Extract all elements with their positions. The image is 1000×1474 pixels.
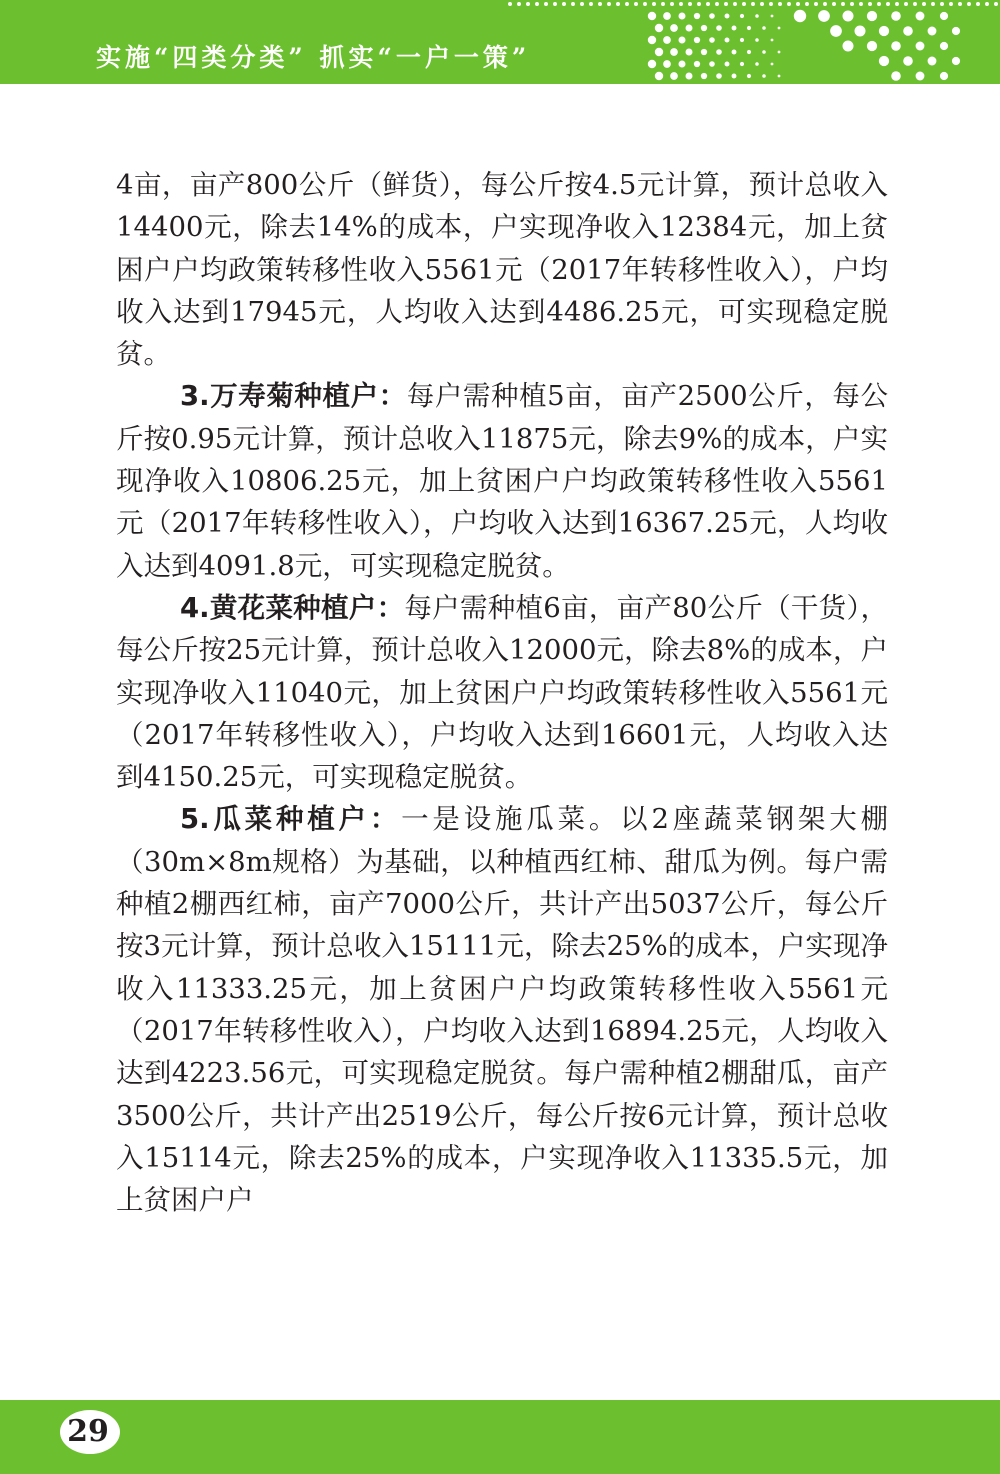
header-dot: [967, 2, 971, 6]
header-dot: [562, 2, 566, 6]
header-dot: [814, 2, 818, 6]
header-dot: [895, 2, 899, 6]
header-dot: [952, 57, 960, 65]
header-dot: [571, 2, 575, 6]
header-dot: [916, 42, 925, 51]
header-dot: [725, 62, 730, 67]
header-dot: [843, 41, 854, 52]
header-dot: [760, 2, 764, 6]
header-dot: [679, 13, 686, 20]
header-dot: [701, 73, 707, 79]
header-dot: [643, 2, 647, 6]
header-dot: [740, 38, 744, 42]
header-dot: [823, 2, 827, 6]
header-dot: [850, 2, 854, 6]
header-dot: [701, 49, 707, 55]
header-dot: [663, 12, 671, 20]
header-dot: [940, 42, 948, 50]
header-dot: [755, 14, 759, 18]
header-dot: [607, 2, 611, 6]
header-dot: [740, 14, 744, 18]
header-dot: [771, 15, 774, 18]
header-dot: [740, 62, 744, 66]
footer-bar: [0, 1400, 1000, 1474]
header-dot: [648, 12, 656, 20]
header-dot: [526, 2, 530, 6]
header-dot: [940, 72, 948, 80]
header-dot: [778, 2, 782, 6]
header-dot: [655, 48, 663, 56]
header-dot: [670, 48, 678, 56]
header-dot: [701, 25, 707, 31]
header-dot: [877, 2, 881, 6]
header-dot: [762, 26, 766, 30]
header-dot: [679, 61, 686, 68]
header-dot: [725, 14, 730, 19]
header-dot: [769, 2, 773, 6]
header-dot: [724, 2, 728, 6]
header-dot: [625, 2, 629, 6]
header-dot: [697, 2, 701, 6]
header-dot: [716, 73, 722, 79]
header-dot: [958, 2, 962, 6]
header-dot: [949, 2, 953, 6]
header-dot: [841, 2, 845, 6]
header-dot: [886, 2, 890, 6]
header-dot: [751, 2, 755, 6]
header-dot: [709, 61, 715, 67]
header-dot: [648, 60, 656, 68]
header-dot: [553, 2, 557, 6]
header-dot: [670, 2, 674, 6]
header-dot: [652, 2, 656, 6]
header-dot: [742, 2, 746, 6]
header-dot: [694, 13, 700, 19]
header-dot: [830, 25, 842, 37]
header-dot: [922, 2, 926, 6]
header-dot: [686, 25, 693, 32]
header-dot: [879, 26, 889, 36]
header-dot: [771, 63, 774, 66]
header-dot: [747, 26, 751, 30]
header-dot: [931, 2, 935, 6]
header-dot: [913, 2, 917, 6]
header-dot: [755, 62, 759, 66]
header-dot: [891, 41, 901, 51]
header-dot: [709, 37, 715, 43]
header-dot: [706, 2, 710, 6]
header-dot: [855, 26, 866, 37]
header-dot: [715, 2, 719, 6]
header-dot: [747, 74, 751, 78]
header-dot: [655, 24, 663, 32]
paragraph-text: 4亩，亩产800公斤（鲜货），每公斤按4.5元计算，预计总收入14400元，除去14%的成本，户实现净收入12384元，加上贫困户户均政策转移性收入5561元（2017年转移性收入），户均收入达到17945元，人均收入达到4486.25元，可实现稳定脱贫。: [116, 169, 888, 371]
header-dot: [952, 27, 960, 35]
header-dot: [661, 2, 665, 6]
header-dot: [903, 26, 913, 36]
header-dot: [794, 10, 806, 22]
header-dot: [928, 57, 937, 66]
header-dot: [778, 51, 781, 54]
header-dot: [904, 2, 908, 6]
header-dot: [670, 24, 678, 32]
header-dot: [688, 2, 692, 6]
header-dot: [843, 11, 854, 22]
header-dot: [891, 71, 901, 81]
paragraph-continued: [116, 164, 888, 375]
header-dot: [778, 75, 781, 78]
paragraph-heading: 5.瓜菜种植户：: [180, 803, 402, 836]
header-dot: [805, 2, 809, 6]
paragraph-daylily-growers: [116, 587, 888, 798]
header-dot: [867, 11, 877, 21]
header-dot: [940, 2, 944, 6]
header-dot: [755, 38, 759, 42]
paragraph-melon-vegetable-growers: [116, 798, 888, 1221]
header-dot: [771, 39, 774, 42]
running-header-title: 实施“四类分类” 抓实“一户一策”: [96, 43, 531, 72]
header-dot: [976, 2, 980, 6]
header-dot: [634, 2, 638, 6]
header-dot: [733, 2, 737, 6]
header-dot: [544, 2, 548, 6]
paragraph-text: 一是设施瓜菜。以2座蔬菜钢架大棚（30m×8m规格）为基础，以种植西红柿、甜瓜为例。每户需种植2棚西红柿，亩产7000公斤，共计产出5037公斤，每公斤按3元计算，预计总收入15111元，除去25%的成本，户实现净收入11333.25元，加上贫困户户均政策转移性收入5561元（2017年转移性收入），户均收入达到16894.25元，人均收入达到4223.56元，可实现稳定脱贫。每户需种植2棚甜瓜，亩产3500公斤，共计产出2519公斤，每公斤按6元计算，预计总收入15114元，除去25%的成本，户实现净收入11335.5元，加上贫困户户: [116, 803, 888, 1217]
header-dot: [663, 36, 671, 44]
header-dot: [589, 2, 593, 6]
header-dot: [787, 2, 791, 6]
header-dot: [818, 10, 830, 22]
header-dot: [732, 74, 737, 79]
header-dot: [517, 2, 521, 6]
header-dot: [716, 49, 722, 55]
header-dot: [859, 2, 863, 6]
paragraph-text: 每户需种植6亩，亩产80公斤（干货），每公斤按25元计算，预计总收入12000元，除去8%的成本，户实现净收入11040元，加上贫困户户均政策转移性收入5561元（2017年转移性收入），户均收入达到16601元，人均收入达到4150.25元，可实现稳定脱贫。: [116, 591, 888, 794]
header-dot: [916, 12, 925, 21]
header-dot: [994, 2, 998, 6]
header-dot: [655, 72, 663, 80]
header-dot: [868, 2, 872, 6]
header-dot: [778, 27, 781, 30]
header-dot: [580, 2, 584, 6]
header-dot: [867, 41, 877, 51]
header-dot: [762, 50, 766, 54]
header-dot: [535, 2, 539, 6]
header-dot: [679, 2, 683, 6]
header-dot: [508, 2, 512, 6]
header-dot: [670, 72, 678, 80]
header-dot: [903, 56, 913, 66]
header-dot: [762, 74, 766, 78]
header-dot: [796, 2, 800, 6]
header-dot: [616, 2, 620, 6]
header-dot: [879, 56, 889, 66]
header-dot: [732, 26, 737, 31]
header-dot: [694, 61, 700, 67]
header-dot: [747, 50, 751, 54]
header-dot: [663, 60, 671, 68]
header-dot: [686, 73, 693, 80]
header-dot: [732, 50, 737, 55]
paragraph-heading: 4.黄花菜种植户：: [180, 591, 405, 624]
header-dot: [940, 12, 948, 20]
header-dot: [928, 27, 937, 36]
paragraph-marigold-growers: [116, 375, 888, 586]
page-number: 29: [67, 1414, 109, 1449]
header-dot: [916, 72, 925, 81]
paragraph-heading: 3.万寿菊种植户：: [180, 380, 407, 413]
header-dot: [694, 37, 700, 43]
header-dot: [725, 38, 730, 43]
header-dot: [648, 36, 656, 44]
body-text: [116, 164, 888, 1221]
header-dot: [985, 2, 989, 6]
header-dot: [891, 11, 901, 21]
header-dot: [686, 49, 693, 56]
header-dot-pattern: [480, 0, 1000, 84]
header-dot: [679, 37, 686, 44]
paragraph-text: 每户需种植5亩，亩产2500公斤，每公斤按0.95元计算，预计总收入11875元，除去9%的成本，户实现净收入10806.25元，加上贫困户户均政策转移性收入5561元（2017年转移性收入），户均收入达到16367.25元，人均收入达到4091.8元，可实现稳定脱贫。: [116, 380, 888, 582]
header-dot: [709, 13, 715, 19]
header-dot: [832, 2, 836, 6]
header-dot: [598, 2, 602, 6]
header-dot: [716, 25, 722, 31]
